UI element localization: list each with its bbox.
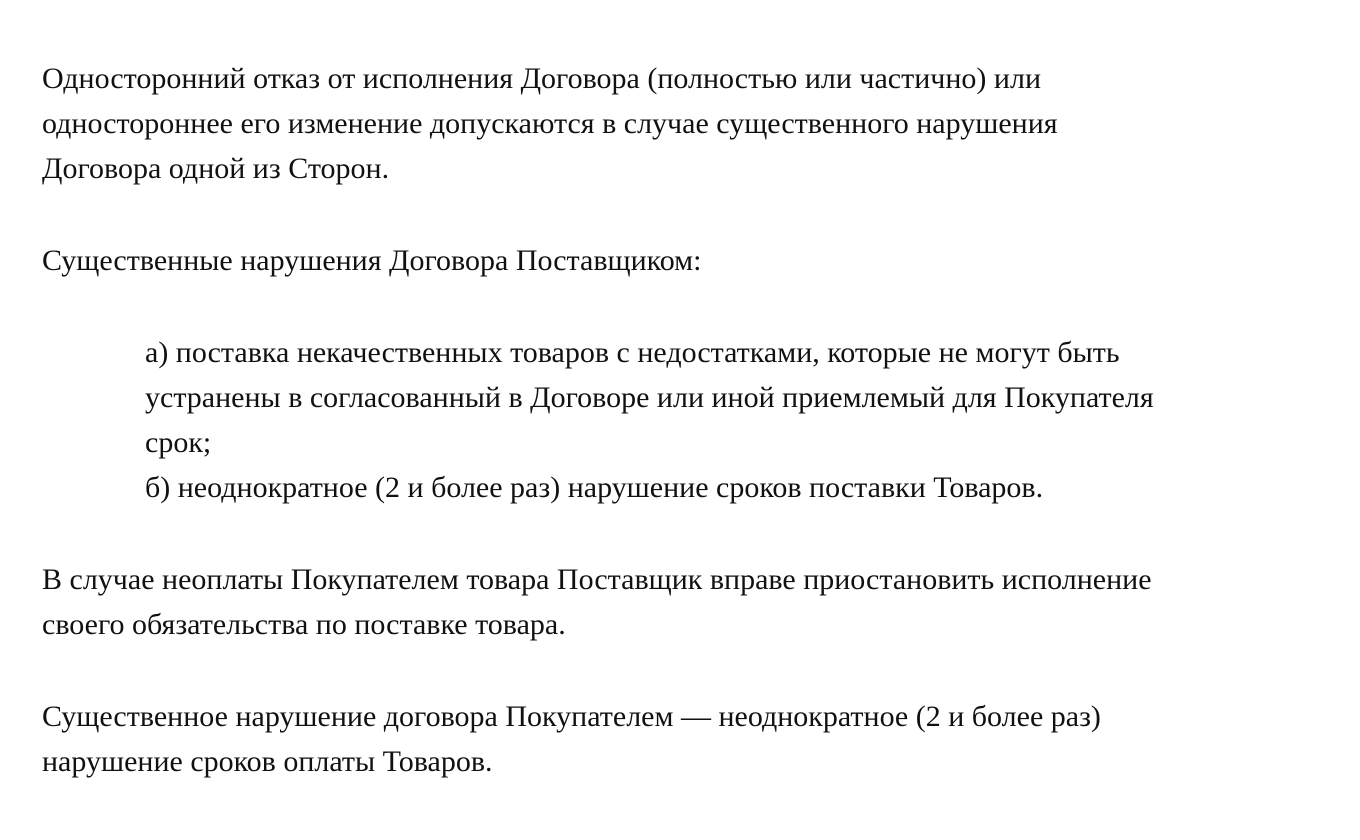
paragraph-supplier-breaches-heading bbox=[42, 238, 1342, 283]
text-line: В случае неоплаты Покупателем товара Поставщик вправе приостановить исполнение bbox=[42, 563, 1152, 596]
text-line: Существенные нарушения Договора Поставщиком: bbox=[42, 244, 702, 277]
supplier-breaches-list bbox=[42, 330, 1342, 510]
text-line: одностороннее его изменение допускаются в случае существенного нарушения bbox=[42, 107, 1058, 140]
text-line: Существенное нарушение договора Покупателем — неоднократное (2 и более раз) bbox=[42, 700, 1101, 733]
paragraph-nonpayment bbox=[42, 557, 1342, 647]
text-line: нарушение сроков оплаты Товаров. bbox=[42, 745, 493, 778]
paragraph-buyer-breach bbox=[42, 694, 1342, 784]
text-line: срок; bbox=[145, 426, 212, 459]
list-item-a bbox=[145, 330, 1342, 465]
text-line: Односторонний отказ от исполнения Договора (полностью или частично) или bbox=[42, 62, 1041, 95]
text-line: своего обязательства по поставке товара. bbox=[42, 608, 566, 641]
paragraph-unilateral-refusal bbox=[42, 56, 1342, 191]
text-line: б) неоднократное (2 и более раз) нарушение сроков поставки Товаров. bbox=[145, 471, 1044, 504]
list-item-b bbox=[145, 465, 1342, 510]
text-line: Договора одной из Сторон. bbox=[42, 152, 390, 185]
text-line: а) поставка некачественных товаров с недостатками, которые не могут быть bbox=[145, 336, 1120, 369]
document-body bbox=[42, 56, 1342, 831]
text-line: устранены в согласованный в Договоре или иной приемлемый для Покупателя bbox=[145, 381, 1154, 414]
